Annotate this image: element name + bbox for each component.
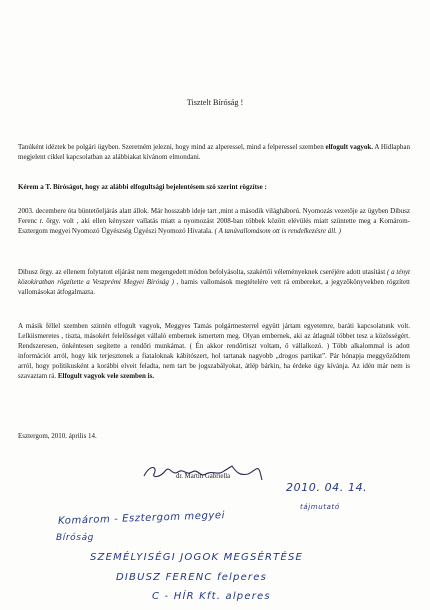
- other-party-bold: Elfogult vagyok vele szemben is.: [57, 371, 155, 380]
- handwritten-court-word: Bíróság: [56, 533, 94, 543]
- handwritten-note-right: tájmutató: [300, 503, 340, 511]
- influence-text: Dibusz őrgy. az ellenem folytatott eljárást nem megengedett módon befolyásolta, szakértői véleményeknek cseréjére adott utasítást: [18, 268, 387, 276]
- proceedings-note: ( A tanúvallomásom ott is rendelkezésre áll. ): [214, 226, 341, 235]
- paragraph-proceedings: [18, 207, 410, 237]
- handwritten-plaintiff: DIBUSZ FERENC felperes: [116, 572, 268, 583]
- request-heading: Kérem a T. Bíróságot, hogy az alábbi elfogultsági bejelentésem szó szerint rögzítse :: [18, 183, 267, 191]
- other-party-text: A másik féllel szemben szintén elfogult vagyok, Meggyes Tamás polgármesterrel együtt jártam egyetemre, baráti kapcsolatunk volt. Lelkiismeretes , tiszta, másokért felelősséget vállaló embernek ismertem meg. Olyan embernek, aki az átlagnál többet tesz a közösségért. Rendszeresen, önkéntesen segítette a rendőri munkámat. ( Én akkor rendőrtiszt voltam, ő vállalkozó. ) Több alkalommal is adott információt arról, hogy kik terjesztenek a fiataloknak kábítószert, hol tartanak nagyobb „drogos partikat”. Pár hónapja meggyőződtem arról, hogy politikusként a korábbi elveit feladta, nem tart be jogszabályokat, átlép bárkin, ha érdeke úgy kívánja. Az idén már nem is szavaztam rá.: [18, 322, 410, 380]
- intro-paragraph: [18, 143, 410, 163]
- intro-text: Tanúként idéztek be polgári ügyben. Szeretném jelezni, hogy mind az alperessel, mind a felperessel szemben: [18, 143, 326, 151]
- date-place: Esztergom, 2010. április 14.: [18, 432, 97, 440]
- influence-text-end: , hamis vallomások megtételére vett rá embereket, a jegyzőkönyvekben rögzített vallomásokat átfogalmazta.: [18, 277, 410, 296]
- proceedings-text: 2003. decembere óta büntetőeljárás alatt állok. Már hosszabb ideje tart ,mint a második világháború. Nyomozás vezetője az ügyben Dibusz Ferenc r. őrgy. volt , aki ellen kényszer vallatás miatt a nyomozást 2008-ban többek között elévülés miatt szüntette meg a Komárom-Esztergom megyei Nyomozó Ügyészség Ügyészi Nyomozó Hivatala.: [18, 207, 410, 235]
- influence-note: ( a tényt közokiratban rögzítette a Veszprémi Megyei Bíróság ): [18, 268, 410, 286]
- handwritten-defendant: C - HÍR Kft. alperes: [152, 591, 271, 602]
- paragraph-other-party: [18, 322, 410, 382]
- intro-bold: elfogult vagyok.: [325, 143, 373, 151]
- paragraph-influence: [18, 268, 410, 298]
- handwritten-court-line: Komárom - Esztergom megyei: [57, 510, 226, 527]
- handwritten-subject: SZEMÉLYISÉGI JOGOK MEGSÉRTÉSE: [90, 552, 304, 563]
- greeting: Tisztelt Bíróság !: [186, 98, 244, 107]
- handwritten-date: 2010. 04. 14.: [286, 481, 368, 494]
- signature-name: dr. Martin Gabriella: [176, 473, 231, 480]
- intro-text-end: A Hídlapban megjelent cikkel kapcsolatban az alábbiakat kívánom elmondani.: [18, 143, 410, 161]
